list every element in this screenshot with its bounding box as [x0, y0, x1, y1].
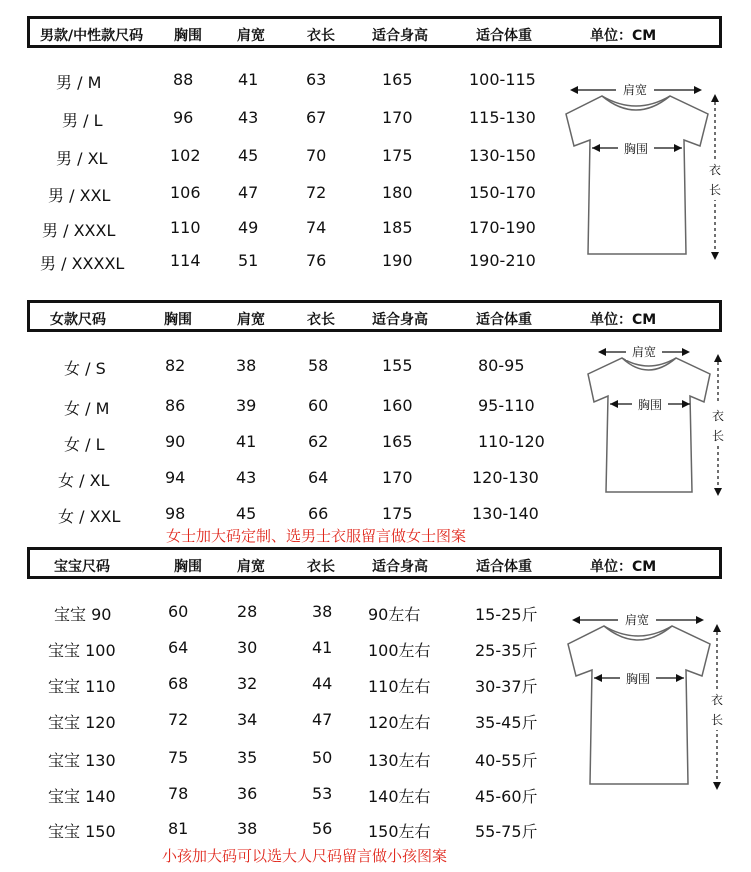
chest-cell: 75: [168, 748, 189, 767]
size-cell: 男 / XXL: [48, 186, 111, 205]
chest-cell: 114: [170, 251, 201, 270]
header-size-label: 女款尺码: [50, 312, 106, 328]
table-row: [0, 428, 560, 458]
height-cell: 160: [382, 396, 413, 415]
chest-label: 胸围: [623, 142, 649, 156]
shoulder-cell: 34: [237, 710, 258, 729]
table-row: [0, 179, 560, 209]
chest-cell: 102: [170, 146, 201, 165]
header-height: 适合身高: [372, 312, 428, 328]
header-size-label: 男款/中性款尺码: [40, 28, 144, 44]
length-cell: 62: [308, 432, 329, 451]
length-cell: 50: [312, 748, 333, 767]
chest-cell: 94: [165, 468, 186, 487]
table-row: [0, 670, 560, 700]
chest-cell: 106: [170, 183, 201, 202]
header-chest: 胸围: [174, 559, 202, 575]
length-label-1: 衣: [711, 409, 725, 423]
weight-cell: 30-37斤: [475, 677, 538, 696]
tshirt-diagram-kids: [560, 610, 730, 795]
height-cell: 155: [382, 356, 413, 375]
header-unit: 单位：CM: [590, 559, 657, 575]
header-height: 适合身高: [372, 559, 428, 575]
length-cell: 56: [312, 819, 333, 838]
size-cell: 宝宝 140: [48, 787, 116, 806]
size-cell: 宝宝 120: [48, 713, 116, 732]
weight-cell: 35-45斤: [475, 713, 538, 732]
shoulder-cell: 49: [238, 218, 259, 237]
height-cell: 130左右: [368, 751, 431, 770]
height-cell: 100左右: [368, 641, 431, 660]
shoulder-cell: 41: [236, 432, 257, 451]
weight-cell: 115-130: [469, 108, 536, 127]
length-cell: 38: [312, 602, 333, 621]
shoulder-label: 肩宽: [622, 83, 648, 97]
table-row: [0, 634, 560, 664]
mens-size-header: [27, 16, 722, 48]
weight-cell: 110-120: [478, 432, 545, 451]
weight-cell: 55-75斤: [475, 822, 538, 841]
header-weight: 适合体重: [476, 559, 532, 575]
length-cell: 41: [312, 638, 333, 657]
size-cell: 宝宝 100: [48, 641, 116, 660]
shoulder-cell: 47: [238, 183, 259, 202]
header-chest: 胸围: [174, 28, 202, 44]
size-cell: 女 / S: [64, 359, 106, 378]
table-row: [0, 744, 560, 774]
height-cell: 190: [382, 251, 413, 270]
table-row: [0, 780, 560, 810]
chest-cell: 78: [168, 784, 189, 803]
table-row: [0, 247, 560, 277]
length-cell: 66: [308, 504, 329, 523]
chest-cell: 68: [168, 674, 189, 693]
shoulder-cell: 43: [238, 108, 259, 127]
height-cell: 170: [382, 108, 413, 127]
header-height: 适合身高: [372, 28, 428, 44]
table-row: [0, 598, 560, 628]
chest-cell: 90: [165, 432, 186, 451]
shoulder-label: 肩宽: [631, 345, 657, 359]
height-cell: 170: [382, 468, 413, 487]
length-cell: 67: [306, 108, 327, 127]
chest-cell: 110: [170, 218, 201, 237]
shoulder-cell: 43: [236, 468, 257, 487]
size-cell: 男 / M: [56, 73, 102, 92]
weight-cell: 170-190: [469, 218, 536, 237]
weight-cell: 45-60斤: [475, 787, 538, 806]
header-length: 衣长: [307, 312, 335, 328]
height-cell: 90左右: [368, 605, 421, 624]
chest-cell: 88: [173, 70, 194, 89]
kids-size-header: [27, 547, 722, 579]
chest-label: 胸围: [625, 672, 651, 686]
shoulder-cell: 51: [238, 251, 259, 270]
shoulder-cell: 38: [236, 356, 257, 375]
height-cell: 165: [382, 432, 413, 451]
table-row: [0, 352, 560, 382]
height-cell: 150左右: [368, 822, 431, 841]
shoulder-cell: 39: [236, 396, 257, 415]
length-cell: 70: [306, 146, 327, 165]
weight-cell: 25-35斤: [475, 641, 538, 660]
header-size-label: 宝宝尺码: [54, 559, 110, 575]
weight-cell: 40-55斤: [475, 751, 538, 770]
shoulder-cell: 41: [238, 70, 259, 89]
womens-size-header: [27, 300, 722, 332]
length-cell: 47: [312, 710, 333, 729]
table-row: [0, 392, 560, 422]
weight-cell: 130-140: [472, 504, 539, 523]
length-cell: 58: [308, 356, 329, 375]
length-cell: 74: [306, 218, 327, 237]
chest-cell: 60: [168, 602, 189, 621]
length-cell: 44: [312, 674, 333, 693]
length-cell: 53: [312, 784, 333, 803]
shoulder-cell: 45: [238, 146, 259, 165]
weight-cell: 15-25斤: [475, 605, 538, 624]
size-cell: 女 / XL: [58, 471, 110, 490]
chest-cell: 86: [165, 396, 186, 415]
length-label-2: 长: [708, 183, 722, 197]
height-cell: 175: [382, 504, 413, 523]
size-cell: 女 / L: [64, 435, 105, 454]
length-cell: 76: [306, 251, 327, 270]
height-cell: 140左右: [368, 787, 431, 806]
length-cell: 64: [308, 468, 329, 487]
table-row: [0, 66, 560, 96]
size-cell: 女 / M: [64, 399, 110, 418]
weight-cell: 80-95: [478, 356, 525, 375]
chest-label: 胸围: [637, 398, 663, 412]
header-unit: 单位：CM: [590, 312, 657, 328]
height-cell: 120左右: [368, 713, 431, 732]
length-label-1: 衣: [708, 163, 722, 177]
length-cell: 72: [306, 183, 327, 202]
weight-cell: 130-150: [469, 146, 536, 165]
weight-cell: 190-210: [469, 251, 536, 270]
chest-cell: 96: [173, 108, 194, 127]
height-cell: 175: [382, 146, 413, 165]
header-weight: 适合体重: [476, 28, 532, 44]
table-row: [0, 706, 560, 736]
height-cell: 165: [382, 70, 413, 89]
header-length: 衣长: [307, 559, 335, 575]
height-cell: 185: [382, 218, 413, 237]
chest-cell: 82: [165, 356, 186, 375]
table-row: [0, 815, 560, 845]
size-cell: 男 / XL: [56, 149, 108, 168]
weight-cell: 95-110: [478, 396, 535, 415]
length-label-2: 长: [711, 429, 725, 443]
size-cell: 男 / XXXXL: [40, 254, 125, 273]
length-label-1: 衣: [710, 693, 724, 707]
tshirt-diagram-womens: [584, 342, 734, 502]
height-cell: 110左右: [368, 677, 431, 696]
chest-cell: 72: [168, 710, 189, 729]
header-chest: 胸围: [164, 312, 192, 328]
weight-cell: 150-170: [469, 183, 536, 202]
shoulder-cell: 45: [236, 504, 257, 523]
length-cell: 63: [306, 70, 327, 89]
shoulder-cell: 35: [237, 748, 258, 767]
height-cell: 180: [382, 183, 413, 202]
shoulder-cell: 28: [237, 602, 258, 621]
length-cell: 60: [308, 396, 329, 415]
shoulder-cell: 30: [237, 638, 258, 657]
header-unit: 单位：CM: [590, 28, 657, 44]
header-shoulder: 肩宽: [237, 28, 265, 44]
table-row: [0, 464, 560, 494]
weight-cell: 100-115: [469, 70, 536, 89]
shoulder-cell: 32: [237, 674, 258, 693]
header-weight: 适合体重: [476, 312, 532, 328]
size-cell: 宝宝 130: [48, 751, 116, 770]
table-row: [0, 104, 560, 134]
table-row: [0, 142, 560, 172]
chest-cell: 81: [168, 819, 189, 838]
shoulder-cell: 36: [237, 784, 258, 803]
table-row: [0, 214, 560, 244]
header-length: 衣长: [307, 28, 335, 44]
womens-note: 女士加大码定制、选男士衣服留言做女士图案: [166, 527, 467, 545]
kids-note: 小孩加大码可以选大人尺码留言做小孩图案: [162, 847, 448, 865]
header-shoulder: 肩宽: [237, 559, 265, 575]
size-cell: 宝宝 110: [48, 677, 116, 696]
tshirt-diagram-mens: [558, 80, 728, 265]
size-cell: 宝宝 90: [54, 605, 112, 624]
header-shoulder: 肩宽: [237, 312, 265, 328]
length-label-2: 长: [710, 713, 724, 727]
chest-cell: 98: [165, 504, 186, 523]
weight-cell: 120-130: [472, 468, 539, 487]
size-cell: 女 / XXL: [58, 507, 121, 526]
size-cell: 宝宝 150: [48, 822, 116, 841]
chest-cell: 64: [168, 638, 189, 657]
size-cell: 男 / XXXL: [42, 221, 116, 240]
size-cell: 男 / L: [62, 111, 103, 130]
shoulder-label: 肩宽: [624, 613, 650, 627]
shoulder-cell: 38: [237, 819, 258, 838]
